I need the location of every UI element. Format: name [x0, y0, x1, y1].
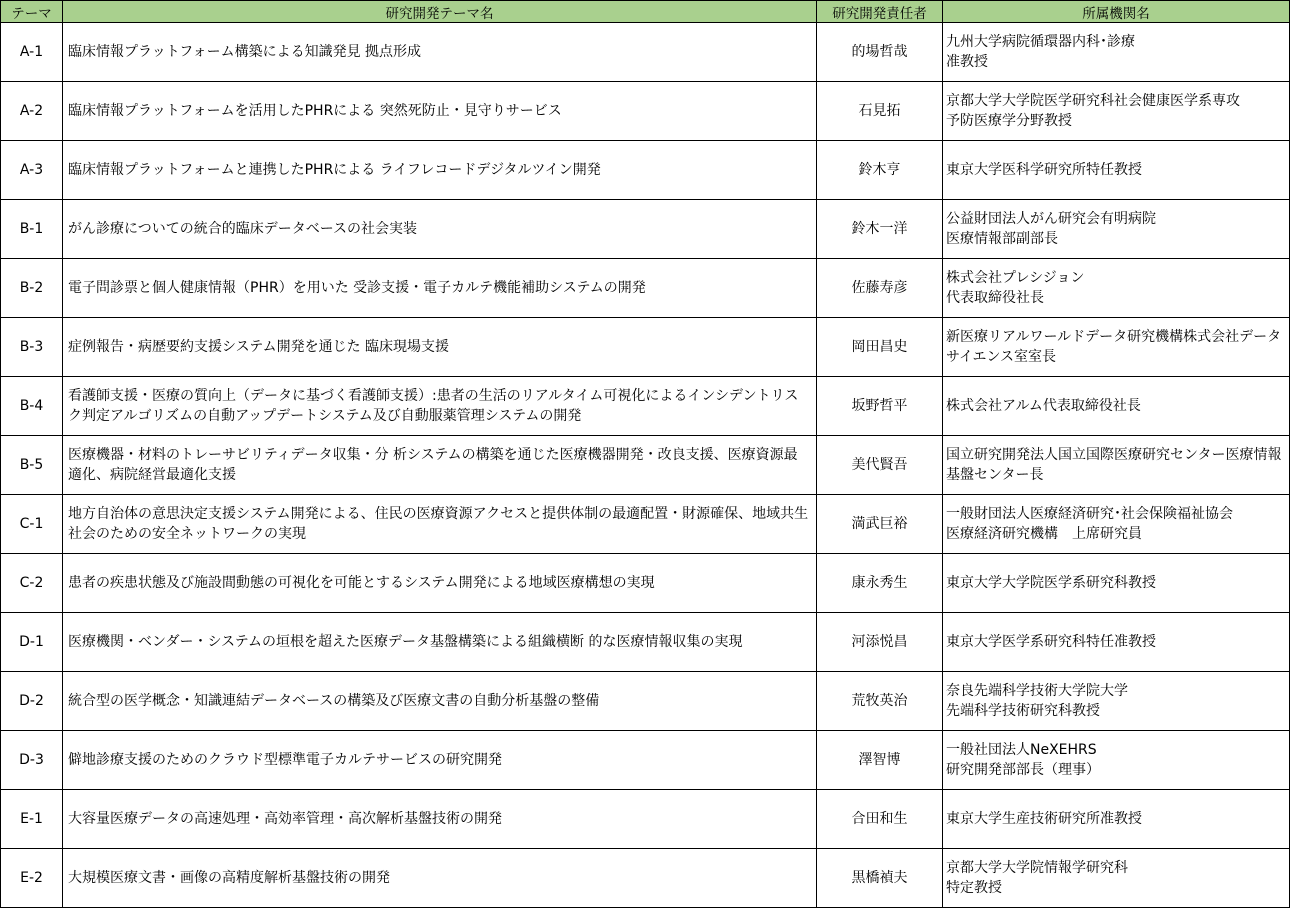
table-row	[1, 731, 1290, 790]
theme-title-cell: 看護師支援・医療の質向上（データに基づく看護師支援）:患者の生活のリアルタイム可視化によるインシデントリスク判定アルゴリズムの自動アップデートシステム及び自動服薬管理システムの開発	[63, 377, 817, 436]
table-row	[1, 318, 1290, 377]
affiliation-cell: 新医療リアルワールドデータ研究機構株式会社データサイエンス室室長	[943, 318, 1290, 377]
affiliation-cell: 株式会社アルム代表取締役社長	[943, 377, 1290, 436]
lead-researcher-cell: 坂野哲平	[817, 377, 943, 436]
theme-title-cell: がん診療についての統合的臨床データベースの社会実装	[63, 200, 817, 259]
table-row	[1, 554, 1290, 613]
affiliation-cell: 公益財団法人がん研究会有明病院 医療情報部副部長	[943, 200, 1290, 259]
theme-code-cell: B-4	[1, 377, 63, 436]
theme-title-cell: 統合型の医学概念・知識連結データベースの構築及び医療文書の自動分析基盤の整備	[63, 672, 817, 731]
header-affiliation: 所属機関名	[943, 1, 1290, 23]
theme-code-cell: A-3	[1, 141, 63, 200]
table-row	[1, 200, 1290, 259]
theme-code-cell: D-3	[1, 731, 63, 790]
lead-researcher-cell: 河添悦昌	[817, 613, 943, 672]
lead-researcher-cell: 鈴木一洋	[817, 200, 943, 259]
table-row	[1, 495, 1290, 554]
theme-title-cell: 大規模医療文書・画像の高精度解析基盤技術の開発	[63, 849, 817, 908]
header-theme: テーマ	[1, 1, 63, 23]
affiliation-cell: 東京大学医科学研究所特任教授	[943, 141, 1290, 200]
theme-title-cell: 電子問診票と個人健康情報（PHR）を用いた 受診支援・電子カルテ機能補助システムの開発	[63, 259, 817, 318]
affiliation-cell: 九州大学病院循環器内科･診療 准教授	[943, 23, 1290, 82]
theme-code-cell: B-3	[1, 318, 63, 377]
theme-code-cell: B-2	[1, 259, 63, 318]
affiliation-cell: 国立研究開発法人国立国際医療研究センター医療情報基盤センター長	[943, 436, 1290, 495]
theme-title-cell: 医療機器・材料のトレーサビリティデータ収集・分 析システムの構築を通じた医療機器開発・改良支援、医療資源最適化、病院経営最適化支援	[63, 436, 817, 495]
table-row	[1, 613, 1290, 672]
theme-code-cell: E-1	[1, 790, 63, 849]
table-row	[1, 436, 1290, 495]
theme-code-cell: C-1	[1, 495, 63, 554]
theme-code-cell: B-5	[1, 436, 63, 495]
lead-researcher-cell: 的場哲哉	[817, 23, 943, 82]
theme-code-cell: B-1	[1, 200, 63, 259]
lead-researcher-cell: 鈴木亨	[817, 141, 943, 200]
affiliation-cell: 京都大学大学院医学研究科社会健康医学系専攻 予防医療学分野教授	[943, 82, 1290, 141]
lead-researcher-cell: 美代賢吾	[817, 436, 943, 495]
lead-researcher-cell: 澤智博	[817, 731, 943, 790]
table-row	[1, 82, 1290, 141]
table-row	[1, 259, 1290, 318]
lead-researcher-cell: 佐藤寿彦	[817, 259, 943, 318]
lead-researcher-cell: 満武巨裕	[817, 495, 943, 554]
table-row	[1, 672, 1290, 731]
lead-researcher-cell: 荒牧英治	[817, 672, 943, 731]
affiliation-cell: 株式会社プレシジョン 代表取締役社長	[943, 259, 1290, 318]
lead-researcher-cell: 岡田昌史	[817, 318, 943, 377]
theme-title-cell: 臨床情報プラットフォーム構築による知識発見 拠点形成	[63, 23, 817, 82]
theme-code-cell: D-1	[1, 613, 63, 672]
affiliation-cell: 一般財団法人医療経済研究･社会保険福祉協会 医療経済研究機構 上席研究員	[943, 495, 1290, 554]
affiliation-cell: 東京大学医学系研究科特任准教授	[943, 613, 1290, 672]
theme-title-cell: 臨床情報プラットフォームと連携したPHRによる ライフレコードデジタルツイン開発	[63, 141, 817, 200]
theme-code-cell: D-2	[1, 672, 63, 731]
theme-code-cell: A-1	[1, 23, 63, 82]
lead-researcher-cell: 石見拓	[817, 82, 943, 141]
table-row	[1, 23, 1290, 82]
lead-researcher-cell: 合田和生	[817, 790, 943, 849]
lead-researcher-cell: 康永秀生	[817, 554, 943, 613]
header-theme-name: 研究開発テーマ名	[63, 1, 817, 23]
theme-title-cell: 大容量医療データの高速処理・高効率管理・高次解析基盤技術の開発	[63, 790, 817, 849]
theme-title-cell: 僻地診療支援のためのクラウド型標準電子カルテサービスの研究開発	[63, 731, 817, 790]
theme-title-cell: 臨床情報プラットフォームを活用したPHRによる 突然死防止・見守りサービス	[63, 82, 817, 141]
theme-title-cell: 患者の疾患状態及び施設間動態の可視化を可能とするシステム開発による地域医療構想の実現	[63, 554, 817, 613]
table-row	[1, 790, 1290, 849]
header-row	[1, 1, 1290, 23]
header-lead-researcher: 研究開発責任者	[817, 1, 943, 23]
affiliation-cell: 奈良先端科学技術大学院大学 先端科学技術研究科教授	[943, 672, 1290, 731]
table-row	[1, 377, 1290, 436]
lead-researcher-cell: 黒橋禎夫	[817, 849, 943, 908]
affiliation-cell: 東京大学生産技術研究所准教授	[943, 790, 1290, 849]
theme-title-cell: 地方自治体の意思決定支援システム開発による、住民の医療資源アクセスと提供体制の最適配置・財源確保、地域共生社会のための安全ネットワークの実現	[63, 495, 817, 554]
table-row	[1, 849, 1290, 908]
theme-code-cell: A-2	[1, 82, 63, 141]
theme-code-cell: C-2	[1, 554, 63, 613]
table-row	[1, 141, 1290, 200]
affiliation-cell: 一般社団法人NeXEHRS 研究開発部部長（理事）	[943, 731, 1290, 790]
theme-title-cell: 症例報告・病歴要約支援システム開発を通じた 臨床現場支援	[63, 318, 817, 377]
theme-code-cell: E-2	[1, 849, 63, 908]
affiliation-cell: 東京大学大学院医学系研究科教授	[943, 554, 1290, 613]
affiliation-cell: 京都大学大学院情報学研究科 特定教授	[943, 849, 1290, 908]
theme-title-cell: 医療機関・ベンダー・システムの垣根を超えた医療データ基盤構築による組織横断 的な医療情報収集の実現	[63, 613, 817, 672]
